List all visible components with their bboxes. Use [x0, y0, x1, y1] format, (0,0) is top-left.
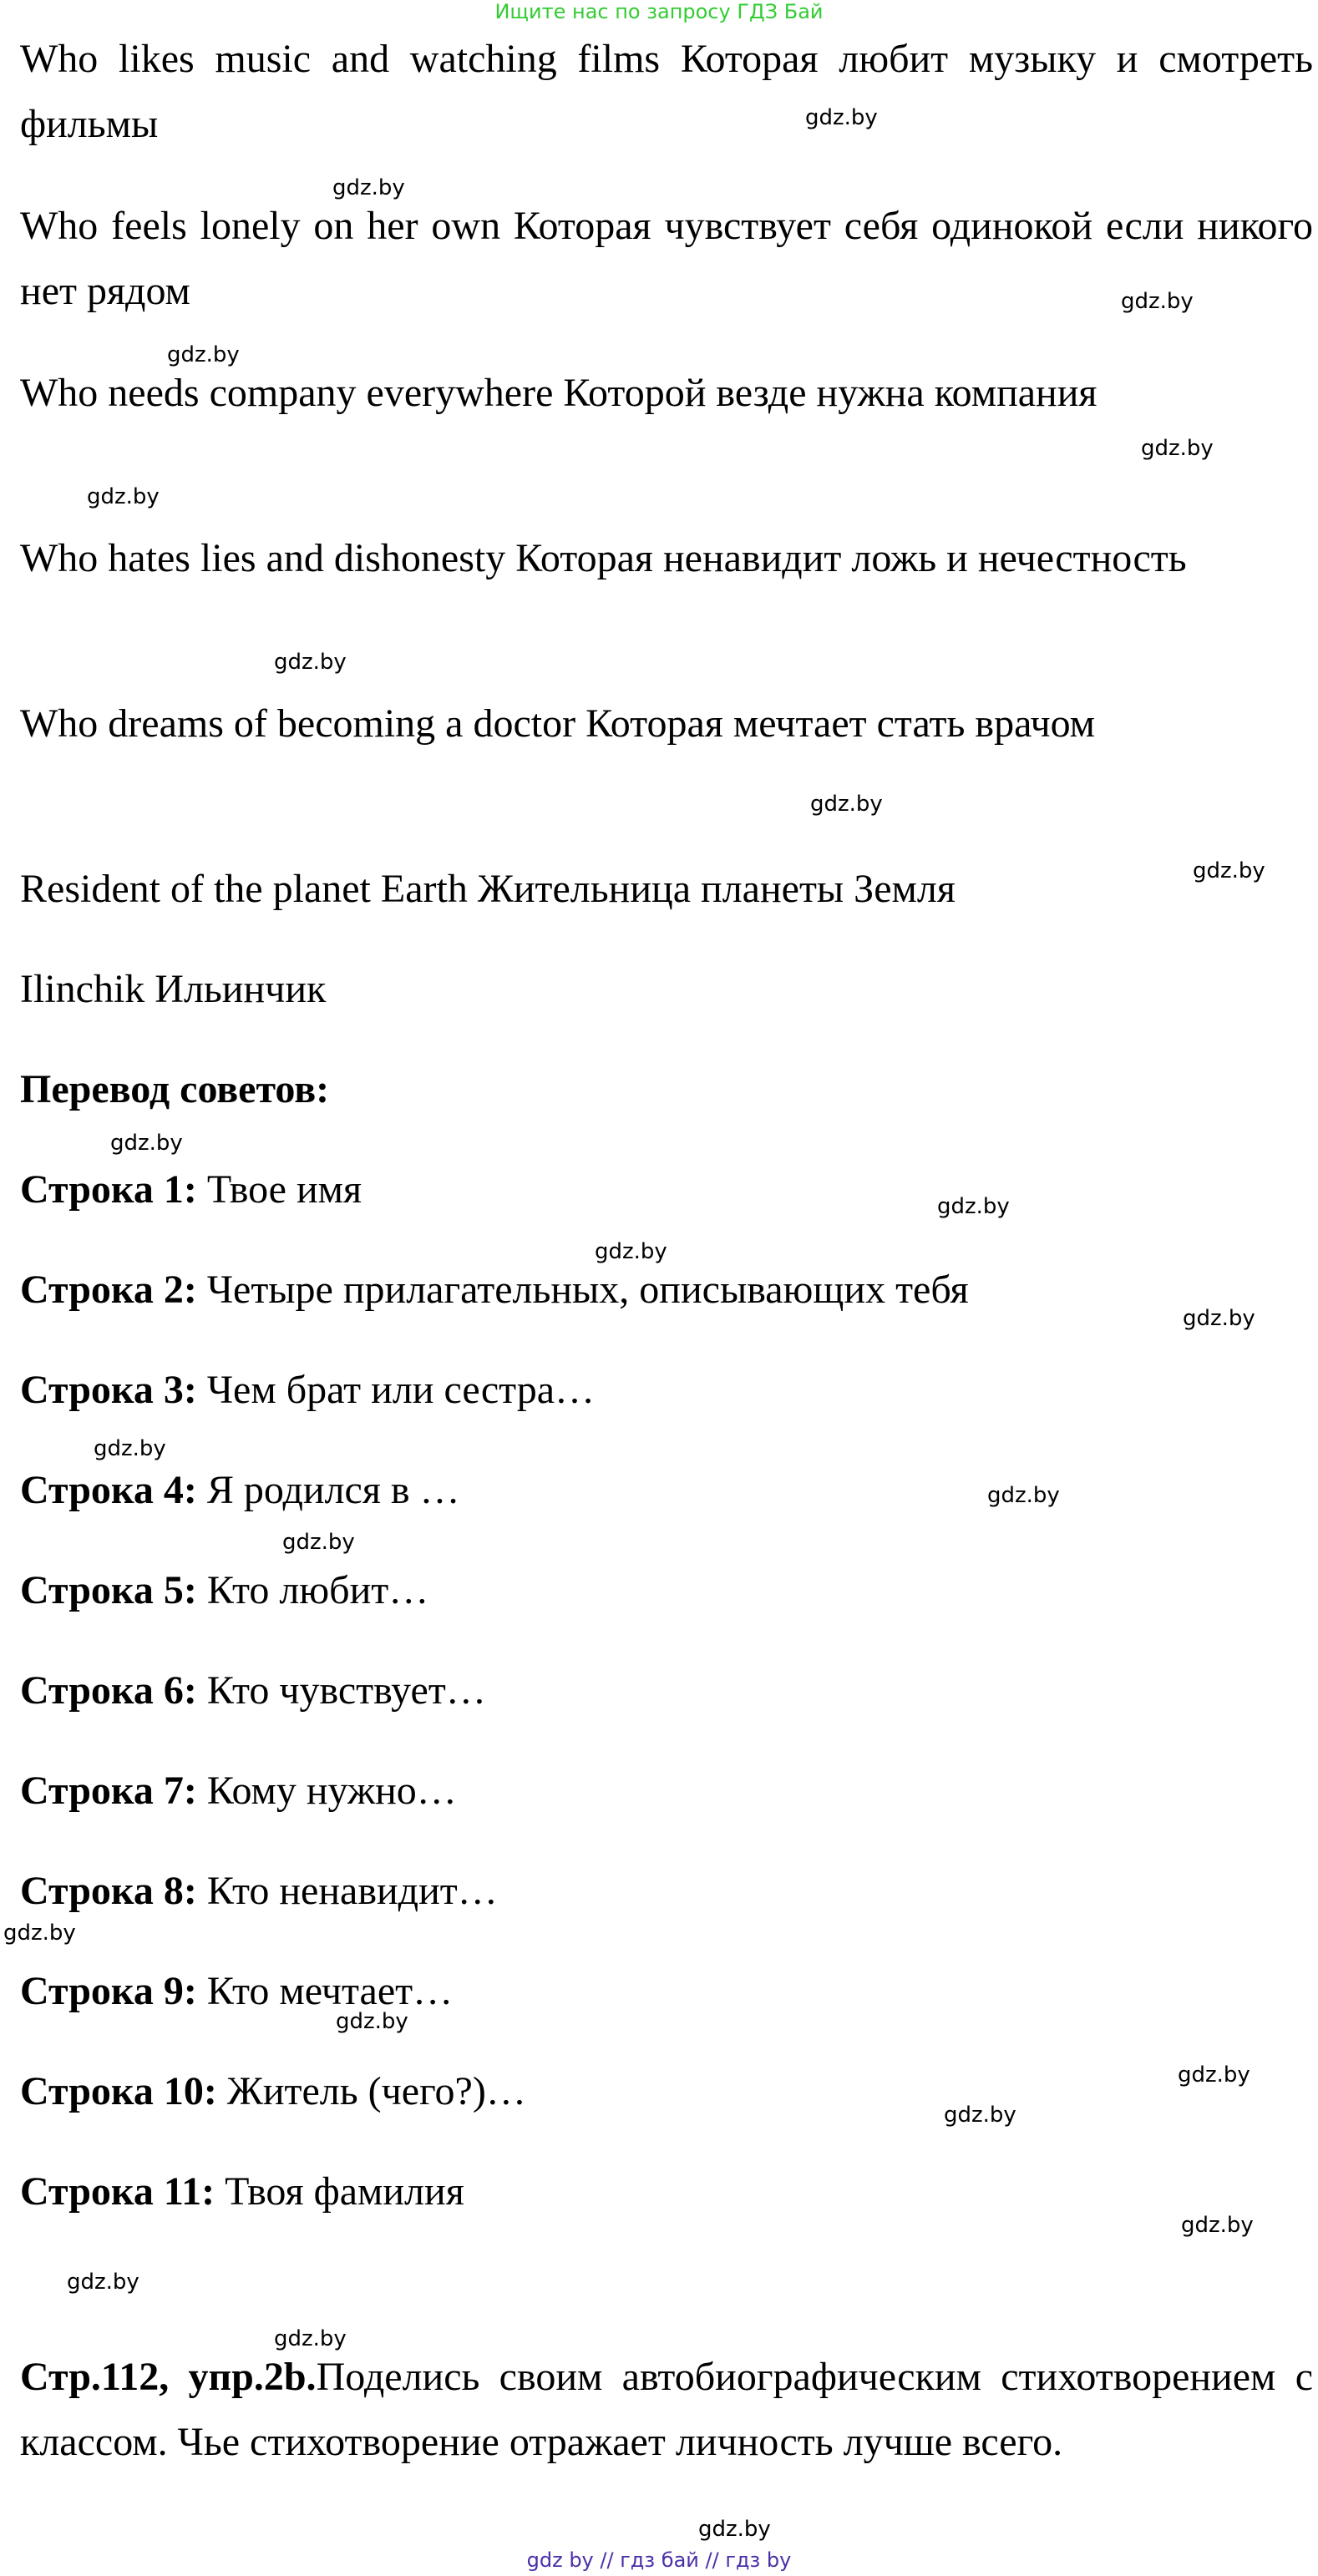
watermark: gdz.by: [167, 342, 240, 367]
tip-row-text: Четыре прилагательных, описывающих тебя: [196, 1268, 969, 1312]
watermark: gdz.by: [937, 1194, 1010, 1219]
watermark: gdz.by: [282, 1530, 355, 1555]
tip-row-label: Строка 1:: [20, 1167, 197, 1212]
entry-paragraph: Who dreams of becoming a doctor Которая мечтает стать врачом: [20, 701, 1096, 746]
tip-row: [20, 1759, 1318, 1824]
tip-row-label: Строка 6:: [20, 1668, 197, 1713]
tip-row-label: Строка 10:: [20, 2069, 217, 2113]
watermark: gdz.by: [595, 1239, 667, 1264]
tip-row-label: Строка 9:: [20, 1969, 197, 2013]
watermark: gdz.by: [1121, 289, 1194, 314]
watermark: gdz.by: [67, 2270, 139, 2295]
tip-row: [20, 1458, 1318, 1523]
watermark: gdz.by: [698, 2517, 771, 2542]
bottom-banner: gdz by // гдз бай // гдз by: [526, 2548, 792, 2572]
watermark: gdz.by: [274, 650, 347, 675]
tip-row-label: Строка 3:: [20, 1368, 197, 1412]
tip-row-text: Чем брат или сестра…: [196, 1368, 596, 1412]
watermark: gdz.by: [810, 792, 883, 817]
watermark: gdz.by: [1183, 1306, 1255, 1331]
watermark: gdz.by: [274, 2326, 347, 2351]
watermark: gdz.by: [3, 1921, 76, 1946]
watermark: gdz.by: [1178, 2062, 1250, 2088]
tip-row-text: Я родился в …: [196, 1468, 460, 1512]
exercise-label: Стр.112, упр.2b.: [20, 2355, 317, 2399]
tip-row-label: Строка 4:: [20, 1468, 197, 1512]
watermark: gdz.by: [87, 484, 160, 509]
watermark: gdz.by: [1181, 2213, 1254, 2238]
tips-heading: Перевод советов:: [20, 1067, 330, 1111]
tip-row-text: Кто мечтает…: [196, 1969, 454, 2013]
exercise-paragraph: [20, 2345, 1313, 2475]
entry-line: Ilinchik Ильинчик: [20, 967, 327, 1011]
tip-row: [20, 1157, 1318, 1222]
tip-row: [20, 1658, 1318, 1723]
watermark: gdz.by: [987, 1483, 1060, 1508]
tip-row: [20, 1558, 1318, 1623]
entry-paragraph: Who feels lonely on her own Которая чувствует себя одинокой если никого нет рядом: [20, 204, 1313, 313]
tip-row-text: Кто чувствует…: [196, 1668, 486, 1713]
watermark: gdz.by: [332, 175, 405, 200]
tip-row-label: Строка 8:: [20, 1869, 197, 1913]
watermark: gdz.by: [336, 2009, 408, 2034]
watermark: gdz.by: [1193, 858, 1265, 883]
entry-line: Resident of the planet Earth Жительница планеты Земля: [20, 867, 956, 911]
tip-row: [20, 1358, 1318, 1423]
tip-row: [20, 1859, 1318, 1924]
top-banner: Ищите нас по запросу ГДЗ Бай: [494, 0, 824, 23]
tip-row-label: Строка 7:: [20, 1769, 197, 1813]
watermark: gdz.by: [110, 1131, 183, 1156]
tip-row-label: Строка 5:: [20, 1568, 197, 1612]
tip-row-text: Кому нужно…: [196, 1769, 457, 1813]
tip-row-text: Житель (чего?)…: [216, 2069, 526, 2113]
tip-row-text: Твое имя: [196, 1167, 362, 1212]
watermark: gdz.by: [1141, 436, 1214, 461]
entry-paragraph: Who hates lies and dishonesty Которая ненавидит ложь и нечестность: [20, 536, 1187, 580]
watermark: gdz.by: [94, 1436, 166, 1461]
tip-row: [20, 2059, 1318, 2124]
tip-row-label: Строка 2:: [20, 1268, 197, 1312]
watermark: gdz.by: [805, 105, 878, 130]
tip-row-label: Строка 11:: [20, 2169, 215, 2214]
exercise-text: Поделись своим автобиографическим стихотворением с классом. Чье стихотворение отражает личность лучше всего.: [20, 2355, 1313, 2464]
tip-row-text: Твоя фамилия: [215, 2169, 464, 2214]
tip-row: [20, 1959, 1318, 2024]
entry-paragraph: Who likes music and watching films Которая любит музыку и смотреть фильмы: [20, 37, 1313, 146]
watermark: gdz.by: [944, 2103, 1016, 2128]
tip-row: [20, 2159, 1318, 2224]
tip-row-text: Кто ненавидит…: [196, 1869, 498, 1913]
entry-paragraph: Who needs company everywhere Которой везде нужна компания: [20, 371, 1097, 415]
tip-row-text: Кто любит…: [196, 1568, 429, 1612]
tip-row: [20, 1258, 1318, 1323]
